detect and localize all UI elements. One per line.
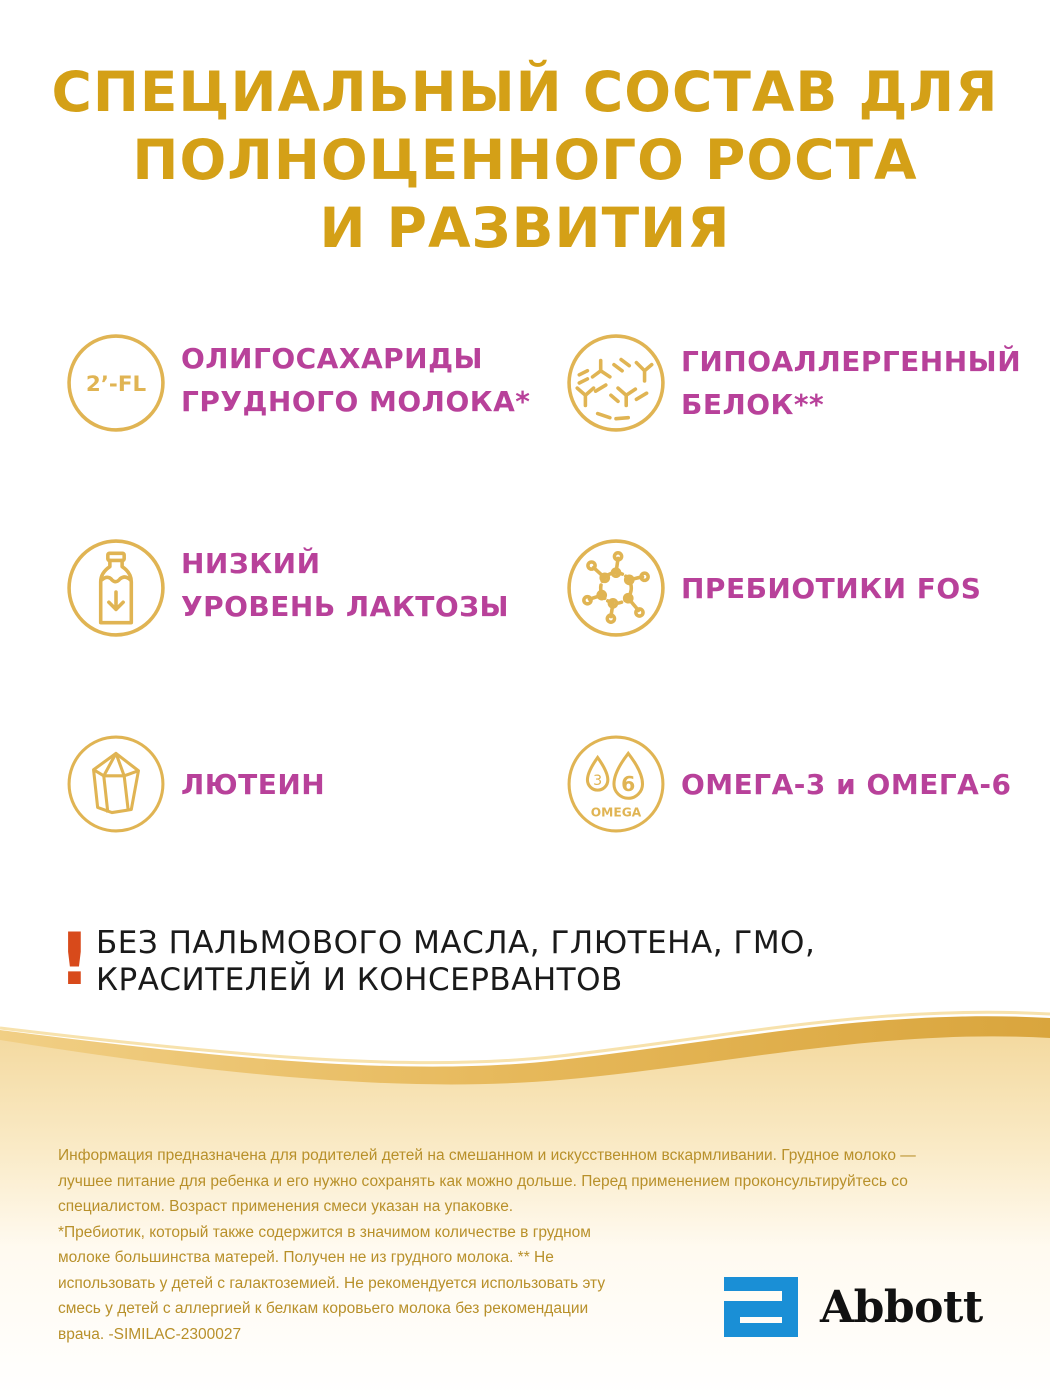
disclaimer-line: смесь у детей с аллергией к белкам коровьего молока без рекомендации (58, 1300, 589, 1317)
disclaimer-line: использовать у детей с галактоземией. Не рекомендуется использовать эту (58, 1274, 606, 1292)
disclaimer-line: Информация предназначена для родителей детей на смешанном и искусственном вскармливании. Грудное молоко — (58, 1147, 916, 1164)
svg-text:3: 3 (593, 773, 603, 790)
svg-text:2’-FL: 2’-FL (85, 372, 147, 398)
feature-label-line: НИЗКИЙ (181, 547, 321, 580)
feature-omega (565, 733, 1011, 835)
svg-text:6: 6 (621, 772, 636, 797)
milk-bottle-down-arrow-icon (65, 537, 167, 639)
feature-label (681, 567, 981, 610)
crystal-gem-icon (65, 733, 167, 835)
title-line-2: ПОЛНОЦЕННОГО РОСТА (132, 128, 918, 192)
abbott-logo (720, 1273, 983, 1341)
warning-text (96, 925, 815, 999)
feature-label-line: ОМЕГА-3 и ОМЕГА-6 (681, 767, 1012, 801)
disclaimer-line: лучшее питание для ребенка и его нужно сохранять как можно дольше. Перед применением проконсультируйтесь со (58, 1172, 908, 1190)
feature-label-line: ОЛИГОСАХАРИДЫ (181, 342, 484, 375)
feature-label-line: ГИПОАЛЛЕРГЕННЫЙ (681, 345, 1022, 378)
disclaimer-line: врача. -SIMILAC-2300027 (58, 1325, 242, 1343)
title-line-1: СПЕЦИАЛЬНЫЙ СОСТАВ ДЛЯ (51, 60, 999, 124)
abbott-a-icon (720, 1273, 802, 1341)
abbott-wordmark: Abbott (820, 1281, 983, 1333)
feature-label (681, 340, 1021, 426)
exclamation-icon: ! (58, 917, 91, 1001)
feature-label-line: ЛЮТЕИН (181, 767, 326, 801)
feature-lutein (65, 733, 325, 835)
feature-prebiotics-fos (565, 537, 981, 639)
feature-label (181, 763, 325, 806)
free-from-warning (58, 917, 816, 1001)
antibody-protein-icon (565, 332, 667, 434)
svg-text:OMEGA: OMEGA (590, 805, 642, 820)
omega-drops-icon (565, 733, 667, 835)
disclaimer-line: специалистом. Возраст применения смеси указан на упаковке. (58, 1198, 514, 1215)
title-line-3: И РАЗВИТИЯ (319, 196, 731, 260)
feature-label (181, 337, 530, 423)
warning-line: КРАСИТЕЛЕЙ И КОНСЕРВАНТОВ (96, 962, 623, 998)
page-title (0, 58, 1050, 262)
feature-low-lactose (65, 537, 509, 639)
prebiotic-molecule-icon (565, 537, 667, 639)
feature-label-line: ГРУДНОГО МОЛОКА* (181, 385, 531, 418)
feature-label-line: ПРЕБИОТИКИ FOS (681, 571, 982, 605)
feature-label-line: БЕЛОК** (681, 388, 825, 421)
feature-label (681, 763, 1011, 806)
warning-line: БЕЗ ПАЛЬМОВОГО МАСЛА, ГЛЮТЕНА, ГМО, (96, 925, 816, 961)
2fl-badge-icon (65, 332, 167, 434)
feature-oligosaccharides (65, 332, 530, 434)
feature-hypoallergenic-protein (565, 332, 1021, 434)
disclaimer-line: *Пребиотик, который также содержится в значимом количестве в грудном (58, 1223, 591, 1241)
disclaimer-line: молоке большинства матерей. Получен не из грудного молока. ** Не (58, 1249, 554, 1266)
feature-label (181, 542, 509, 628)
feature-label-line: УРОВЕНЬ ЛАКТОЗЫ (181, 590, 510, 623)
